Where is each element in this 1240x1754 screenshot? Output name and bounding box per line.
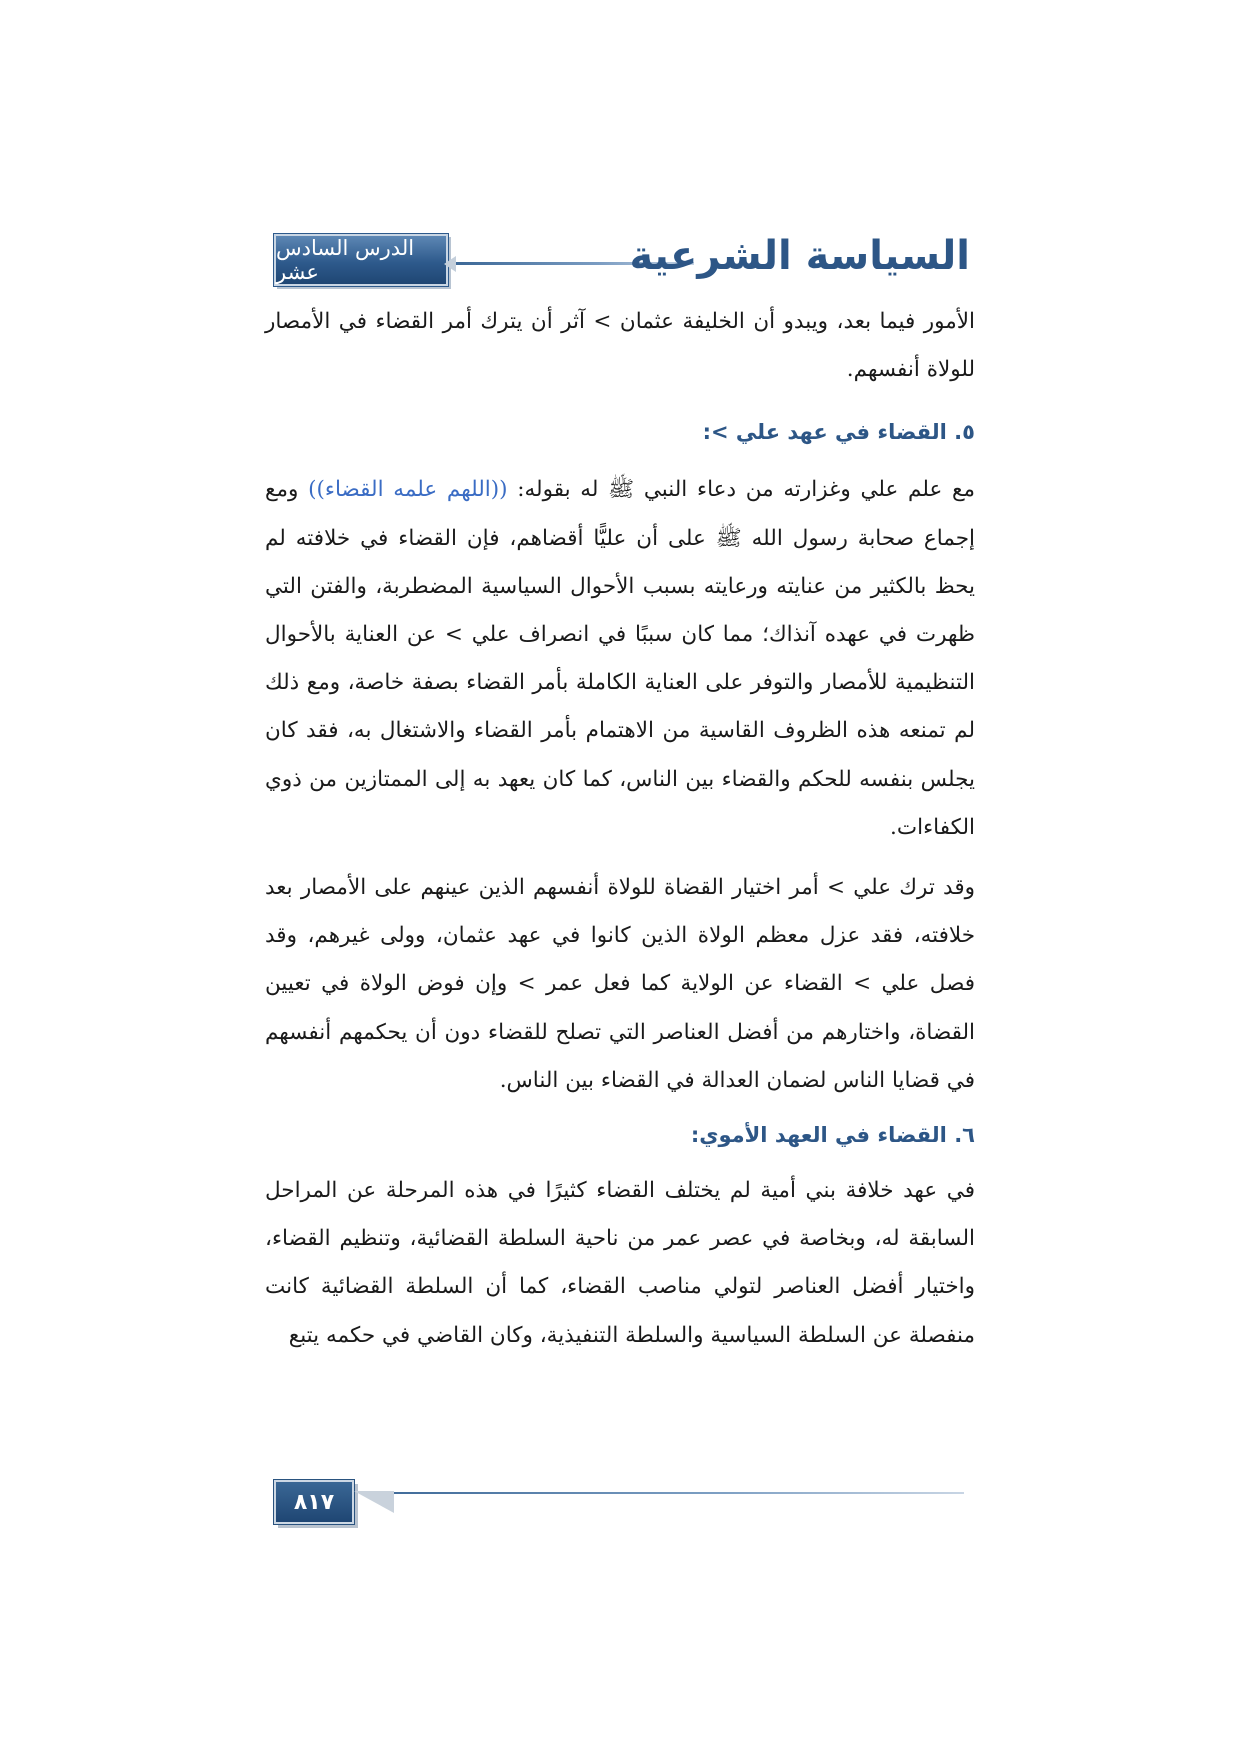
section-5-text-after-quote: ومع إجماع صحابة رسول الله ﷺ على أن عليًّا أقضاهم، فإن القضاء في خلافته لم يحظ بالكثير من عنايته ورعايته بسبب الأحوال السياسية المضطربة، والفتن التي ظهرت في عهده آنذاك؛ مما كان سببًا في انصراف علي > عن العناية بالأحوال التنظيمية للأمصار والتوفر على العناية الكاملة بأمر القضاء بصفة خاصة، ومع ذلك لم تمنعه هذه الظروف القاسية من الاهتمام بأمر القضاء والاشتغال به، فقد كان يجلس بنفسه للحكم والقضاء بين الناس، كما كان يعهد به إلى الممتازين من ذوي الكفاءات.: [265, 477, 975, 840]
lesson-label: الدرس السادس عشر: [276, 236, 415, 284]
book-title: السياسة الشرعية: [629, 233, 970, 279]
footer-rule: [362, 1492, 964, 1494]
section-5-paragraph-1: [265, 466, 975, 852]
section-5-text-before-quote: مع علم علي وغزارته من دعاء النبي ﷺ له بقوله:: [507, 477, 975, 503]
page-footer: [270, 1476, 972, 1536]
section-5-paragraph-2: وقد ترك علي > أمر اختيار القضاة للولاة أنفسهم الذين عينهم على الأمصار بعد خلافته، فقد عزل معظم الولاة الذين كانوا في عهد عثمان، وولى غيرهم، وقد فصل علي > القضاء عن الولاية كما فعل عمر > وإن فوض الولاة في تعيين القضاة، واختارهم من أفضل العناصر التي تصلح للقضاء دون أن يحكمهم أنفسهم في قضايا الناس لضمان العدالة في القضاء بين الناس.: [265, 875, 975, 1093]
section-6-heading: ٦. القضاء في العهد الأموي:: [690, 1123, 975, 1148]
section-5-heading: ٥. القضاء في عهد علي >:: [702, 420, 975, 445]
page-number: ٨١٧: [293, 1489, 335, 1515]
page-number-box: [274, 1480, 354, 1524]
page-content: [265, 298, 975, 1360]
section-6-paragraph-1: في عهد خلافة بني أمية لم يختلف القضاء كثيرًا في هذه المرحلة عن المراحل السابقة له، وبخاصة في عصر عمر من ناحية السلطة القضائية، وتنظيم القضاء، واختيار أفضل العناصر لتولي مناصب القضاء، كما أن السلطة القضائية كانت منفصلة عن السلطة السياسية والسلطة التنفيذية، وكان القاضي في حكمه يتبع: [265, 1178, 975, 1348]
intro-paragraph: الأمور فيما بعد، ويبدو أن الخليفة عثمان > آثر أن يترك أمر القضاء في الأمصار للولاة أنفسهم.: [265, 309, 975, 383]
prophetic-quote: ((اللهم علمه القضاء)): [308, 477, 508, 503]
page-header: [268, 232, 972, 288]
lesson-label-box: [274, 234, 448, 286]
